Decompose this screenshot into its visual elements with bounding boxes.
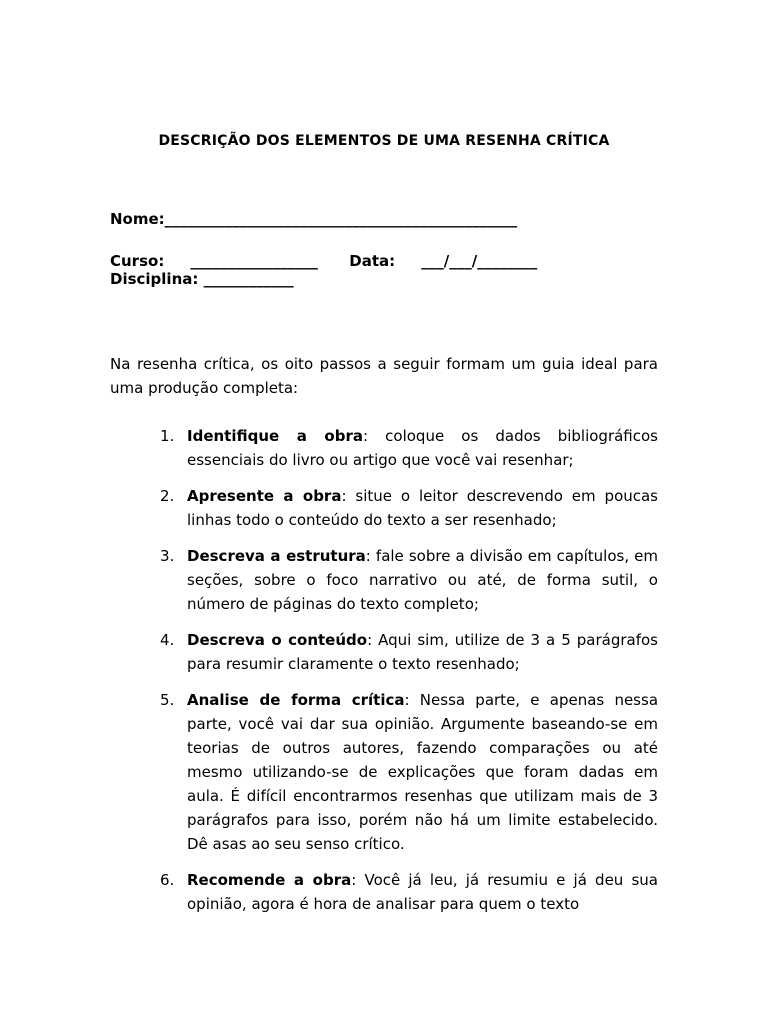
discipline-field-line: Disciplina: ____________ — [110, 270, 294, 288]
step-number: 6. — [160, 871, 175, 889]
name-field-line: Nome:_______________________________________________ — [110, 210, 518, 228]
step-text: : fale sobre a divisão em capítulos, em seções, sobre o foco narrativo ou até, de forma sutil, o número de páginas do texto completo; — [187, 547, 658, 613]
step-number: 2. — [160, 487, 175, 505]
step-heading: Analise de forma crítica — [187, 691, 405, 709]
list-item — [160, 688, 659, 856]
step-number: 5. — [160, 691, 175, 709]
step-heading: Descreva a estrutura — [187, 547, 366, 565]
list-item — [160, 424, 658, 472]
step-number: 3. — [160, 547, 175, 565]
step-number: 4. — [160, 631, 175, 649]
step-text: : Você já leu, já resumiu e já deu sua opinião, agora é hora de analisar para quem o texto — [187, 871, 658, 913]
step-text: : situe o leitor descrevendo em poucas linhas todo o conteúdo do texto a ser resenhado; — [187, 487, 659, 529]
step-text: : Aqui sim, utilize de 3 a 5 parágrafos para resumir claramente o texto resenhado; — [187, 631, 658, 673]
step-number: 1. — [160, 427, 175, 445]
steps-list — [160, 424, 659, 928]
list-item — [160, 628, 658, 676]
step-heading: Recomende a obra — [187, 871, 352, 889]
list-item — [160, 868, 658, 916]
course-date-field-line: Curso: _________________ Data: ___/___/________ — [110, 252, 538, 270]
intro-paragraph: Na resenha crítica, os oito passos a seguir formam um guia ideal para uma produção completa: — [110, 355, 658, 397]
list-item — [160, 544, 658, 616]
step-text: : Nessa parte, e apenas nessa parte, você vai dar sua opinião. Argumente baseando-se em teorias de outros autores, fazendo comparações ou até mesmo utilizando-se de explicações que foram dadas em aula. É difícil encontrarmos resenhas que utilizam mais de 3 parágrafos para isso, porém não há um limite estabelecido. Dê asas ao seu senso crítico. — [187, 691, 659, 853]
step-text: : coloque os dados bibliográficos essenciais do livro ou artigo que você vai resenhar; — [187, 427, 658, 469]
step-heading: Apresente a obra — [187, 487, 342, 505]
step-heading: Identifique a obra — [187, 427, 363, 445]
document-title: DESCRIÇÃO DOS ELEMENTOS DE UMA RESENHA CRÍTICA — [158, 133, 610, 149]
step-heading: Descreva o conteúdo — [187, 631, 368, 649]
list-item — [160, 484, 659, 532]
